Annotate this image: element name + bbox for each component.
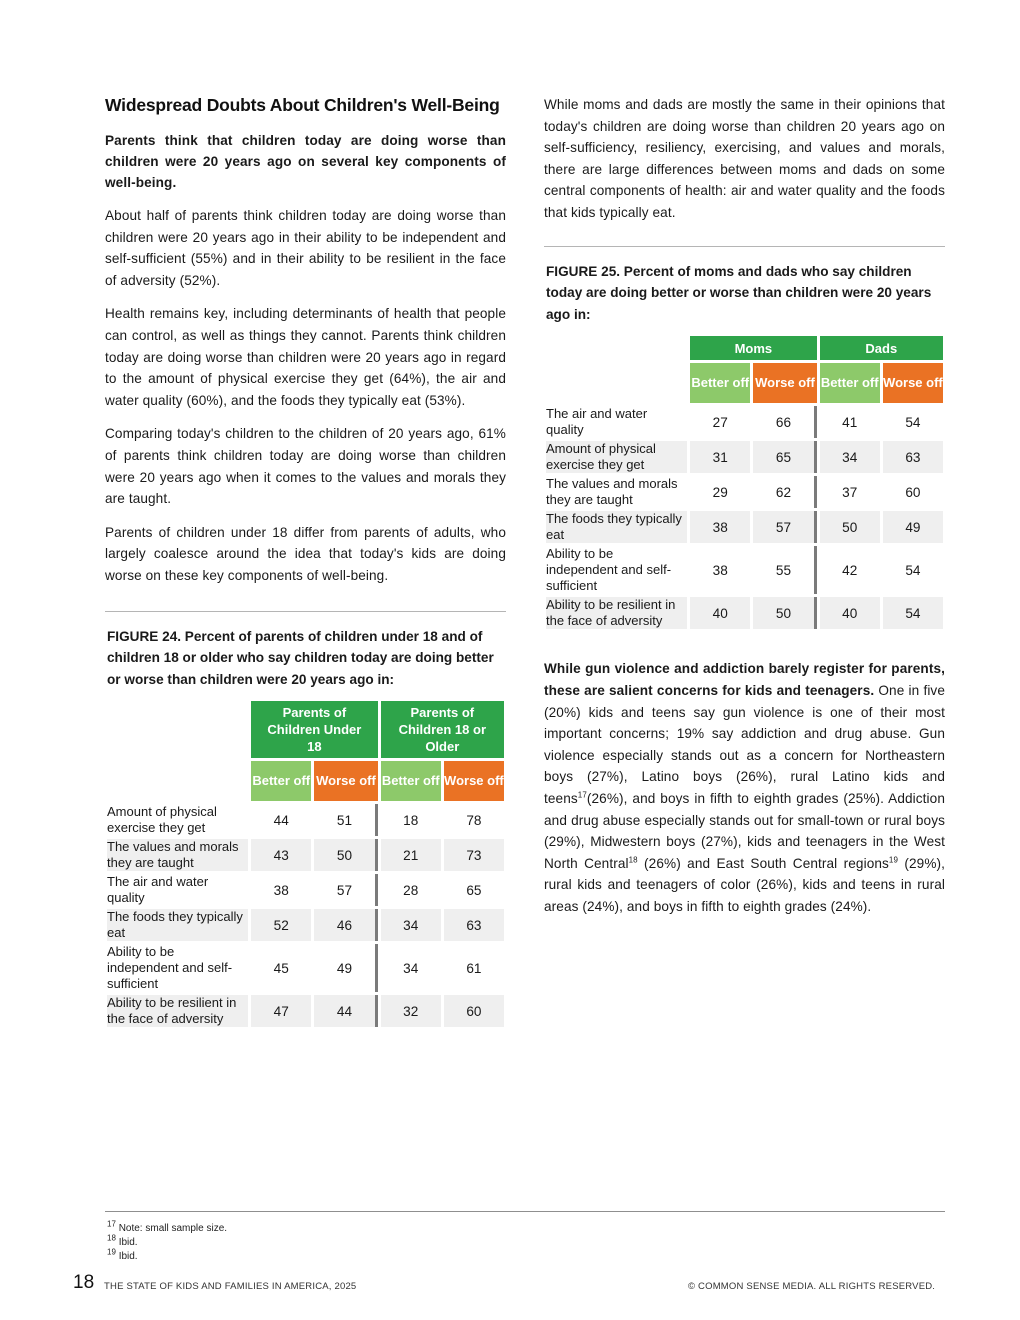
footnote [107, 1247, 227, 1264]
copyright: © COMMON SENSE MEDIA. ALL RIGHTS RESERVED. [688, 1281, 936, 1292]
value-cell: 62 [753, 476, 816, 508]
table-row [107, 909, 504, 941]
value-cell: 54 [905, 562, 921, 578]
value-cell: 47 [251, 995, 311, 1027]
publication-title: THE STATE OF KIDS AND FAMILIES IN AMERICA, 2025 [104, 1281, 357, 1292]
paragraph: While moms and dads are mostly the same in their opinions that today's children are doing worse than children 20 years ago on self-sufficiency, resiliency, exercising, and values and morals, there are large differences between moms and dads on some central components of health: air and water quality and the foods that kids typically eat. [544, 97, 945, 220]
value-cell: 40 [690, 597, 750, 629]
lead-paragraph: Parents think that children today are doing worse than children were 20 years ago on several key components of well-being. [105, 133, 506, 190]
right-column [544, 94, 945, 929]
row-label: Amount of physical exercise they get [546, 441, 687, 473]
value-cell: 34 [403, 960, 419, 976]
text-span: (26%), and boys in fifth to eighth grades (25%). Addiction and drug abuse especially stands out for small-town or rural boys (29%), Midwestern boys (27%), kids and teenagers in the West North Central [544, 790, 945, 871]
worse-off-header: Worse off [883, 363, 943, 403]
figure-25-title: FIGURE 25. Percent of moms and dads who say children today are doing better or worse than children were 20 years ago in: [546, 263, 932, 322]
bold-lead-in: While gun violence and addiction barely register for parents, these are salient concerns for kids and teenagers. [544, 661, 945, 698]
value-cell: 32 [381, 995, 441, 1027]
table-row [546, 597, 943, 629]
paragraph [544, 658, 945, 917]
paragraph: Parents of children under 18 differ from parents of adults, who largely coalesce around the idea that today's kids are doing worse on these key components of well-being. [105, 524, 506, 583]
value-cell: 28 [403, 882, 419, 898]
value-cell: 34 [381, 909, 441, 941]
value-cell: 49 [314, 944, 377, 992]
footnote-ref: 19 [888, 855, 899, 865]
value-cell: 55 [753, 546, 816, 594]
group-header: Parents of Children Under 18 [251, 701, 377, 758]
table-row [107, 944, 504, 992]
value-cell: 27 [712, 414, 728, 430]
group-header: Dads [820, 336, 943, 360]
value-cell: 46 [314, 909, 377, 941]
section-heading: Widespread Doubts About Children's Well-Being [105, 95, 500, 115]
table-row [546, 441, 943, 473]
footnote-text: Ibid. [118, 1251, 138, 1262]
table-row [546, 546, 943, 594]
row-label: The air and water quality [107, 874, 209, 906]
value-cell: 66 [753, 406, 816, 438]
row-label: The air and water quality [546, 406, 648, 438]
divider [105, 611, 506, 612]
value-cell: 44 [273, 812, 289, 828]
better-off-header: Better off [690, 363, 750, 403]
value-cell: 50 [820, 511, 880, 543]
value-cell: 38 [690, 511, 750, 543]
value-cell: 60 [444, 995, 504, 1027]
value-cell: 43 [251, 839, 311, 871]
footnote-text: Note: small sample size. [118, 1223, 228, 1234]
footnote-ref: 18 [628, 855, 638, 865]
row-label: Ability to be resilient in the face of adversity [546, 597, 687, 629]
group-header: Moms [690, 336, 816, 360]
figure-25-table [543, 333, 946, 632]
value-cell: 57 [753, 511, 816, 543]
value-cell: 40 [820, 597, 880, 629]
figure-24-table [104, 698, 507, 1030]
value-cell: 52 [251, 909, 311, 941]
value-cell: 78 [466, 812, 482, 828]
row-label: The values and morals they are taught [107, 839, 248, 871]
value-cell: 34 [820, 441, 880, 473]
row-label: Amount of physical exercise they get [107, 804, 217, 836]
value-cell: 41 [842, 414, 858, 430]
footnote [107, 1233, 227, 1250]
footnote-number: 18 [107, 1233, 116, 1243]
value-cell: 44 [314, 995, 377, 1027]
table-row [546, 476, 943, 508]
value-cell: 38 [273, 882, 289, 898]
footnote-number: 17 [107, 1219, 116, 1229]
row-label: The values and morals they are taught [546, 476, 678, 508]
value-cell: 51 [314, 804, 377, 836]
table-row [107, 874, 504, 906]
value-cell: 37 [842, 484, 858, 500]
value-cell: 38 [712, 562, 728, 578]
better-off-header: Better off [251, 761, 311, 801]
table-row [546, 511, 943, 543]
footnote-text: Ibid. [118, 1237, 138, 1248]
value-cell: 61 [466, 960, 482, 976]
value-cell: 42 [842, 562, 858, 578]
value-cell: 31 [690, 441, 750, 473]
value-cell: 49 [883, 511, 943, 543]
table-row [107, 995, 504, 1027]
value-cell: 50 [314, 839, 377, 871]
value-cell: 45 [273, 960, 289, 976]
value-cell: 65 [466, 882, 482, 898]
table-row [107, 804, 504, 836]
value-cell: 63 [444, 909, 504, 941]
group-header: Parents of Children 18 or Older [381, 701, 504, 758]
value-cell: 50 [753, 597, 816, 629]
value-cell: 63 [883, 441, 943, 473]
row-label: Ability to be independent and self-sufficient [107, 944, 233, 992]
table-row [546, 406, 943, 438]
footnote-number: 19 [107, 1247, 116, 1257]
value-cell: 21 [381, 839, 441, 871]
worse-off-header: Worse off [444, 761, 504, 801]
page-number: 18 [73, 1272, 95, 1293]
value-cell: 54 [905, 414, 921, 430]
paragraph: About half of parents think children today are doing worse than children were 20 years ago in their ability to be independent and self-sufficient (55%) and in their ability to be resilient in the face of adversity (52%). [105, 208, 506, 288]
text-span: One in five (20%) kids and teens say gun violence is one of their most important concerns; 19% say addiction and drug abuse. Gun violence especially stands out as a concern for Northeastern boys (27%), Latino boys (26%), rural Latino kids and teens [544, 682, 945, 806]
divider [544, 246, 945, 247]
value-cell: 73 [444, 839, 504, 871]
footnote [107, 1219, 228, 1236]
paragraph: Health remains key, including determinants of health that people can control, as well as things they cannot. Parents think children today are doing worse than children were 20 years ago in regard to the amount of physical exercise they get (64%), the air and water quality (60%), and the foods they typically eat (53%). [105, 306, 506, 408]
row-label: Ability to be independent and self-sufficient [546, 546, 672, 594]
text-span: (29%), rural kids and teenagers of color (26%), kids and teens in rural areas (24%), and boys in fifth to eighth grades (24%). [544, 855, 946, 914]
footnotes [107, 1219, 228, 1264]
paragraph: Comparing today's children to the children of 20 years ago, 61% of parents think children today are doing worse than children were 20 years ago when it comes to the values and morals they are taught. [105, 426, 506, 507]
value-cell: 65 [753, 441, 816, 473]
row-label: Ability to be resilient in the face of adversity [107, 995, 248, 1027]
row-label: The foods they typically eat [546, 511, 687, 543]
worse-off-header: Worse off [753, 363, 816, 403]
footnote-divider [105, 1211, 945, 1212]
figure-24-title: FIGURE 24. Percent of parents of children under 18 and of children 18 or older who say children today are doing better or worse than children were 20 years ago in: [107, 628, 494, 687]
worse-off-header: Worse off [314, 761, 377, 801]
value-cell: 57 [314, 874, 377, 906]
better-off-header: Better off [381, 761, 441, 801]
left-column [105, 94, 506, 1030]
text-span: (26%) and East South Central regions [637, 855, 889, 871]
table-row [107, 839, 504, 871]
value-cell: 29 [712, 484, 728, 500]
value-cell: 18 [403, 812, 419, 828]
value-cell: 60 [905, 484, 921, 500]
footnote-ref: 17 [577, 790, 587, 800]
row-label: The foods they typically eat [107, 909, 248, 941]
value-cell: 54 [883, 597, 943, 629]
better-off-header: Better off [820, 363, 880, 403]
